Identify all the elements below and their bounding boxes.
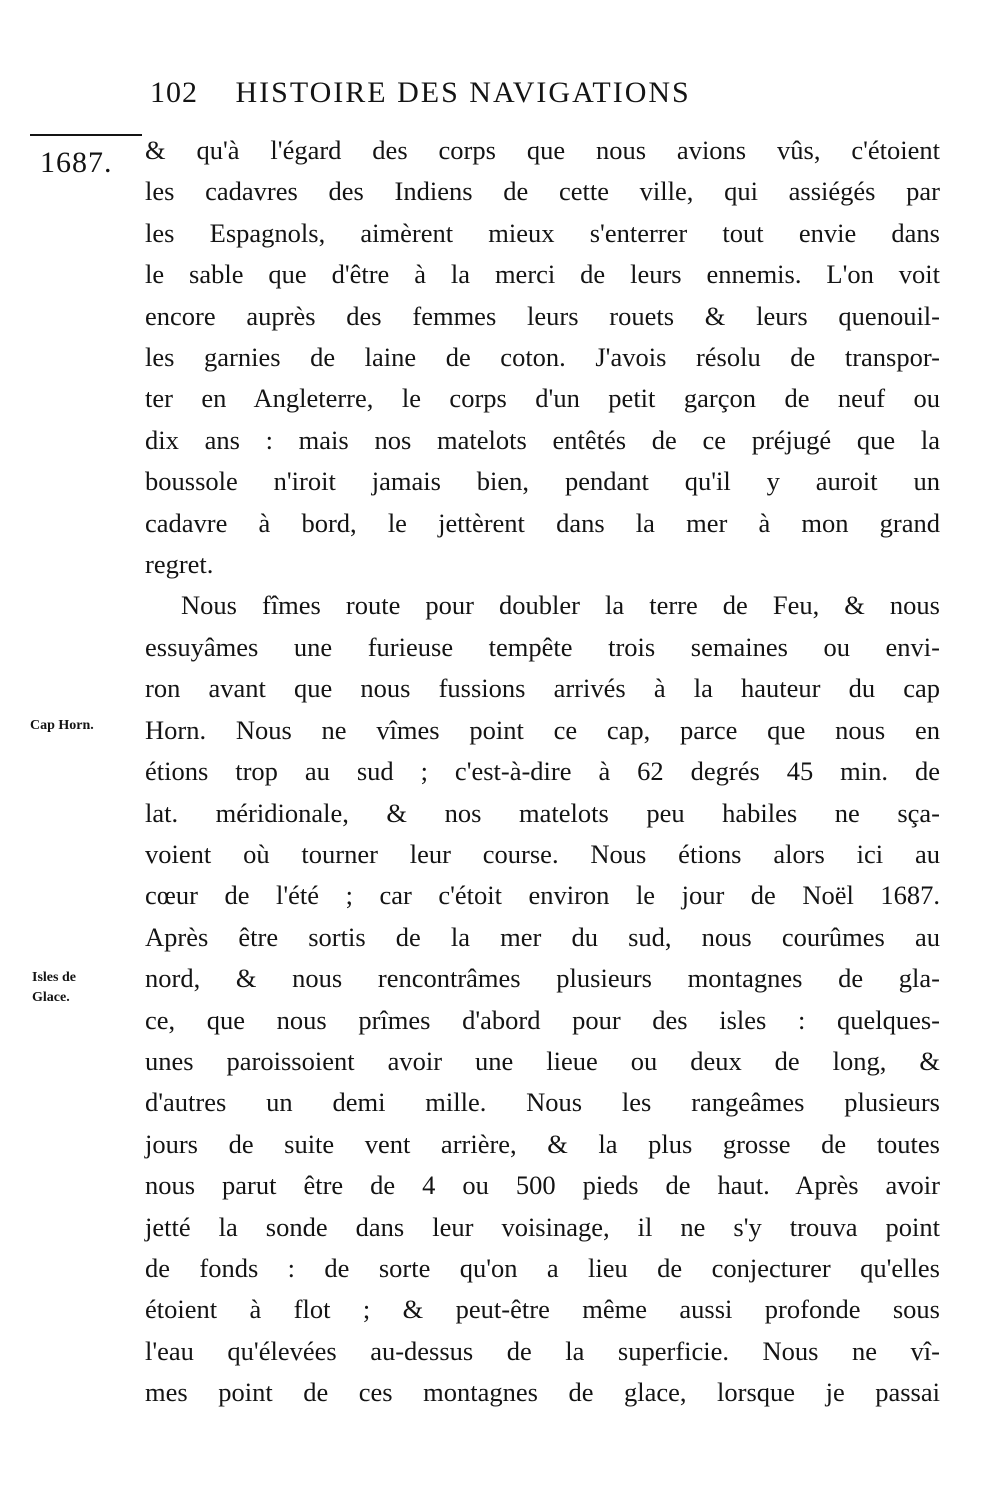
text-line: les garnies de laine de coton. J'avois résolu de transpor- [145, 342, 940, 373]
text-line: encore auprès des femmes leurs rouets & leurs quenouil- [145, 300, 940, 331]
text-line: voient où tourner leur course. Nous étions alors ici au [145, 838, 940, 869]
margin-rule [30, 134, 142, 136]
running-title: HISTOIRE DES NAVIGATIONS [235, 76, 691, 109]
margin-note-isles-de-glace [32, 968, 76, 1008]
text-line: les cadavres des Indiens de cette ville, qui assiégés par [145, 176, 940, 207]
text-line: ter en Angleterre, le corps d'un petit garçon de neuf ou [145, 383, 940, 414]
text-line: Après être sortis de la mer du sud, nous courûmes au [145, 921, 940, 952]
text-line: mes point de ces montagnes de glace, lorsque je passai [145, 1377, 940, 1408]
running-header [150, 76, 870, 110]
margin-year: 1687. [40, 146, 113, 179]
text-line: les Espagnols, aimèrent mieux s'enterrer tout envie dans [145, 217, 940, 248]
text-line: étoient à flot ; & peut-être même aussi profonde sous [145, 1294, 940, 1325]
text-line: l'eau qu'élevées au-dessus de la superficie. Nous ne vî- [145, 1335, 940, 1366]
text-line: cœur de l'été ; car c'étoit environ le jour de Noël 1687. [145, 880, 940, 911]
body-text [145, 130, 940, 1414]
text-line: unes paroissoient avoir une lieue ou deux de long, & [145, 1045, 940, 1076]
text-line: ron avant que nous fussions arrivés à la hauteur du cap [145, 673, 940, 704]
text-line: jours de suite vent arrière, & la plus grosse de toutes [145, 1128, 940, 1159]
text-line: regret. [145, 549, 214, 580]
text-line: ce, que nous prîmes d'abord pour des isles : quelques- [145, 1004, 940, 1035]
text-line: cadavre à bord, le jettèrent dans la mer à mon grand [145, 507, 940, 538]
text-line: Horn. Nous ne vîmes point ce cap, parce que nous en [145, 714, 940, 745]
margin-note-cap-horn: Cap Horn. [30, 718, 94, 733]
text-line: boussole n'iroit jamais bien, pendant qu'il y auroit un [145, 466, 940, 497]
text-line: étions trop au sud ; c'est-à-dire à 62 degrés 45 min. de [145, 756, 940, 787]
text-line: d'autres un demi mille. Nous les rangeâmes plusieurs [145, 1087, 940, 1118]
text-line: essuyâmes une furieuse tempête trois semaines ou envi- [145, 631, 940, 662]
text-line: lat. méridionale, & nos matelots peu habiles ne sça- [145, 797, 940, 828]
text-line: de fonds : de sorte qu'on a lieu de conjecturer qu'elles [145, 1252, 940, 1283]
text-line: jetté la sonde dans leur voisinage, il ne s'y trouva point [145, 1211, 940, 1242]
page-number: 102 [150, 76, 198, 109]
text-line: nord, & nous rencontrâmes plusieurs montagnes de gla- [145, 963, 940, 994]
margin-note-line: Isles de [32, 970, 76, 985]
text-line: & qu'à l'égard des corps que nous avions vûs, c'étoient [145, 135, 940, 165]
text-line: Nous fîmes route pour doubler la terre de Feu, & nous [181, 590, 940, 621]
margin-note-line: Glace. [32, 990, 70, 1005]
text-line: dix ans : mais nos matelots entêtés de ce préjugé que la [145, 424, 940, 455]
text-line: le sable que d'être à la merci de leurs ennemis. L'on voit [145, 259, 940, 290]
text-line: nous parut être de 4 ou 500 pieds de haut. Après avoir [145, 1170, 940, 1201]
